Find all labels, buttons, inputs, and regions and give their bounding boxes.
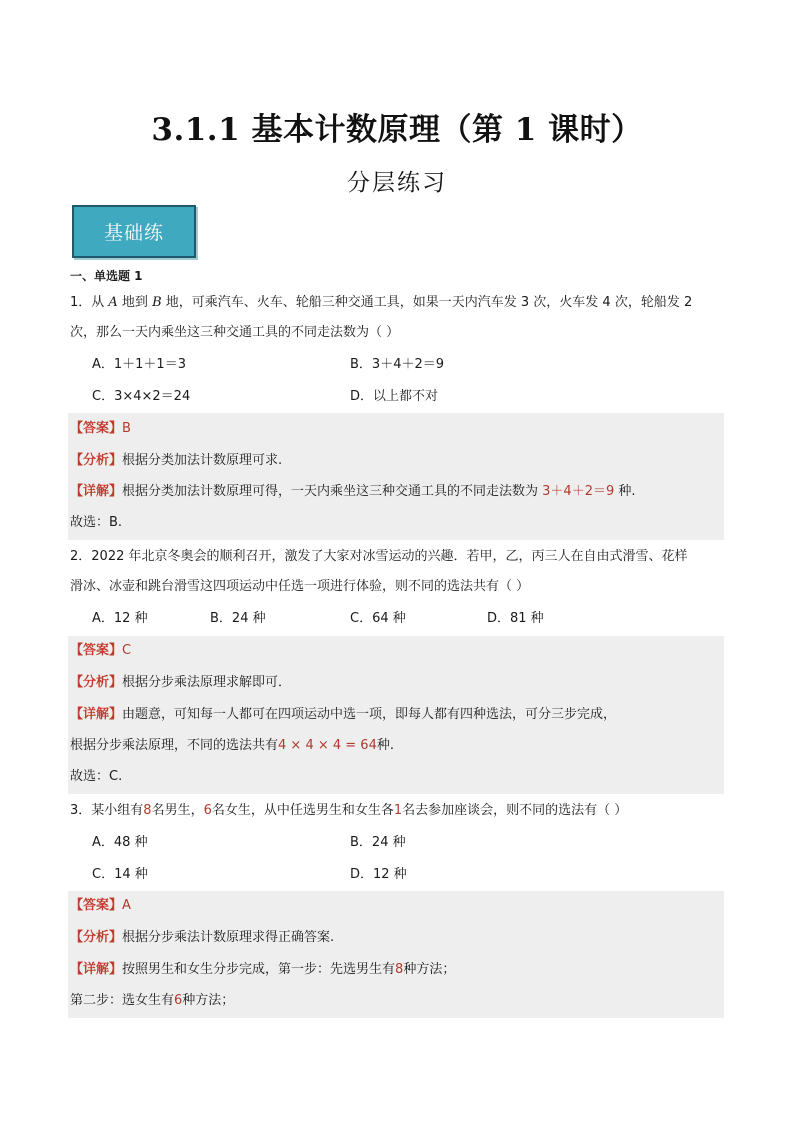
q1-detail: 【详解】根据分类加法计数原理可得，一天内乘坐这三种交通工具的不同走法数为 3＋4＋2＝9 种. xyxy=(70,484,636,499)
q3-answer: 【答案】A xyxy=(70,898,131,913)
q1-option-c: C．3×4×2＝24 xyxy=(92,389,191,404)
section-title: 一、单选题 1 xyxy=(70,269,143,283)
q3-option-b: B．24 种 xyxy=(350,835,406,850)
level-badge: 基础练 xyxy=(72,205,196,258)
page-title: 3.1.1 基本计数原理（第 1 课时） xyxy=(151,112,643,148)
q2-option-a: A．12 种 xyxy=(92,611,148,626)
q1-option-b: B．3＋4＋2＝9 xyxy=(350,357,445,372)
q3-option-a: A．48 种 xyxy=(92,835,148,850)
q2-detail-line2: 根据分步乘法原理，不同的选法共有4 × 4 × 4 = 64种. xyxy=(70,738,394,753)
q2-stem-line1: 2．2022 年北京冬奥会的顺利召开，激发了大家对冰雪运动的兴趣．若甲，乙，丙三人在自由式滑雪、花样 xyxy=(70,549,688,564)
q2-detail-line1: 【详解】由题意，可知每一人都可在四项运动中选一项，即每人都有四种选法，可分三步完成， xyxy=(70,707,617,722)
q3-detail-line1: 【详解】按照男生和女生分步完成，第一步：先选男生有8种方法； xyxy=(70,962,456,977)
q1-stem-line1: 1．从 A 地到 B 地，可乘汽车、火车、轮船三种交通工具，如果一天内汽车发 3 次，火车发 4 次，轮船发 2 xyxy=(70,295,693,310)
q2-stem-line2: 滑冰、冰壶和跳台滑雪这四项运动中任选一项进行体验，则不同的选法共有（ ） xyxy=(70,579,530,594)
q1-conclusion: 故选：B. xyxy=(70,515,123,530)
q2-conclusion: 故选：C. xyxy=(70,769,123,784)
q3-analysis: 【分析】根据分步乘法计数原理求得正确答案. xyxy=(70,930,335,945)
q3-detail-line2: 第二步：选女生有6种方法； xyxy=(70,993,235,1008)
q1-stem-line2: 次，那么一天内乘坐这三种交通工具的不同走法数为（ ） xyxy=(70,325,400,340)
q2-analysis: 【分析】根据分步乘法原理求解即可． xyxy=(70,675,292,690)
q3-stem: 3．某小组有8名男生，6名女生，从中任选男生和女生各1名去参加座谈会，则不同的选法有（ ） xyxy=(70,803,628,818)
q2-option-d: D．81 种 xyxy=(487,611,544,626)
q3-option-d: D．12 种 xyxy=(350,867,407,882)
q1-analysis: 【分析】根据分类加法计数原理可求. xyxy=(70,453,283,468)
q1-option-d: D．以上都不对 xyxy=(350,389,439,404)
q2-option-b: B．24 种 xyxy=(210,611,266,626)
q1-option-a: A．1＋1＋1＝3 xyxy=(92,357,186,372)
q1-answer: 【答案】B xyxy=(70,421,131,436)
q2-option-c: C．64 种 xyxy=(350,611,406,626)
q2-answer: 【答案】C xyxy=(70,643,132,658)
page-subtitle: 分层练习 xyxy=(347,170,447,196)
q3-option-c: C．14 种 xyxy=(92,867,148,882)
